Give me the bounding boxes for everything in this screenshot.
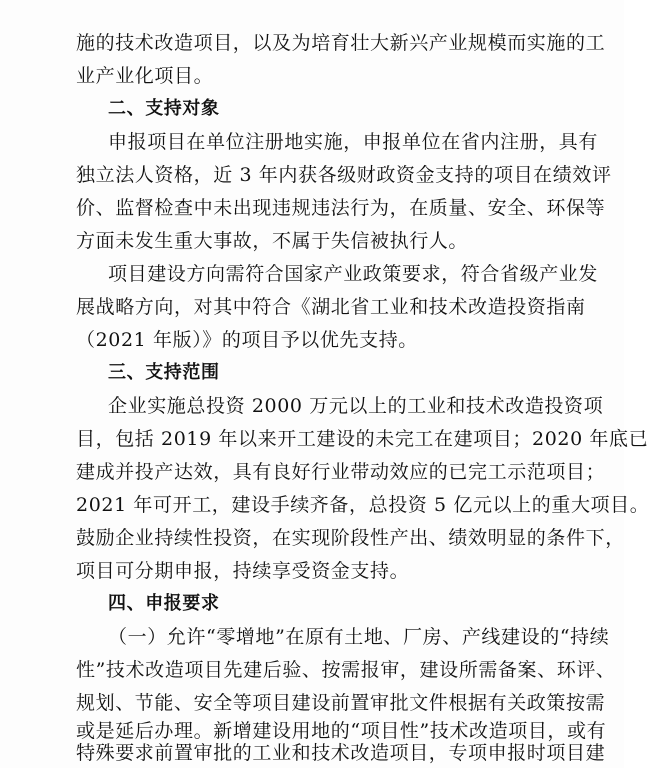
text-line-19: （一）允许“零增地”在原有土地、厂房、产线建设的“持续 <box>108 626 610 648</box>
text-line-16: 鼓励企业持续性投资，在实现阶段性产出、绩效明显的条件下， <box>76 527 625 549</box>
text-line-5: 独立法人资格，近 3 年内获各级财政资金支持的项目在绩效评 <box>76 164 612 186</box>
text-line-13: 目，包括 2019 年以来开工建设的未完工在建项目；2020 年底已 <box>76 428 649 450</box>
text-line-14: 建成并投产达效，具有良好行业带动效应的已完工示范项目； <box>76 461 606 483</box>
text-line-23: 特殊要求前置审批的工业和技术改造项目，专项申报时项目建 <box>76 742 606 764</box>
text-line-10: （2021 年版）》的项目予以优先支持。 <box>76 329 418 351</box>
text-line-2: 业产业化项目。 <box>76 65 214 87</box>
text-line-17: 项目可分期申报，持续享受资金支持。 <box>76 560 410 582</box>
text-line-20: 性”技术改造项目先建后验、按需报审，建设所需备案、环评、 <box>76 659 616 681</box>
section-heading-support-scope: 三、支持范围 <box>108 362 220 383</box>
text-line-4: 申报项目在单位注册地实施，申报单位在省内注册，具有 <box>108 131 599 153</box>
text-line-15: 2021 年可开工，建设手续齐备，总投资 5 亿元以上的重大项目。 <box>76 494 649 516</box>
text-line-1: 施的技术改造项目，以及为培育壮大新兴产业规模而实施的工 <box>76 32 606 54</box>
text-line-21: 规划、节能、安全等项目建设前置审批文件根据有关政策按需 <box>76 692 606 714</box>
text-line-9: 展战略方向，对其中符合《湖北省工业和技术改造投资指南 <box>76 296 586 318</box>
text-line-6: 价、监督检查中未出现违规违法行为，在质量、安全、环保等 <box>76 197 606 219</box>
section-heading-support-targets: 二、支持对象 <box>108 98 220 119</box>
text-line-22: 或是延后办理。新增建设用地的“项目性”技术改造项目，或有 <box>76 720 607 742</box>
text-line-8: 项目建设方向需符合国家产业政策要求，符合省级产业发 <box>108 263 599 285</box>
text-line-7: 方面未发生重大事故，不属于失信被执行人。 <box>76 230 469 252</box>
text-line-12: 企业实施总投资 2000 万元以上的工业和技术改造投资项 <box>108 395 604 417</box>
section-heading-application-requirements: 四、申报要求 <box>108 593 220 614</box>
